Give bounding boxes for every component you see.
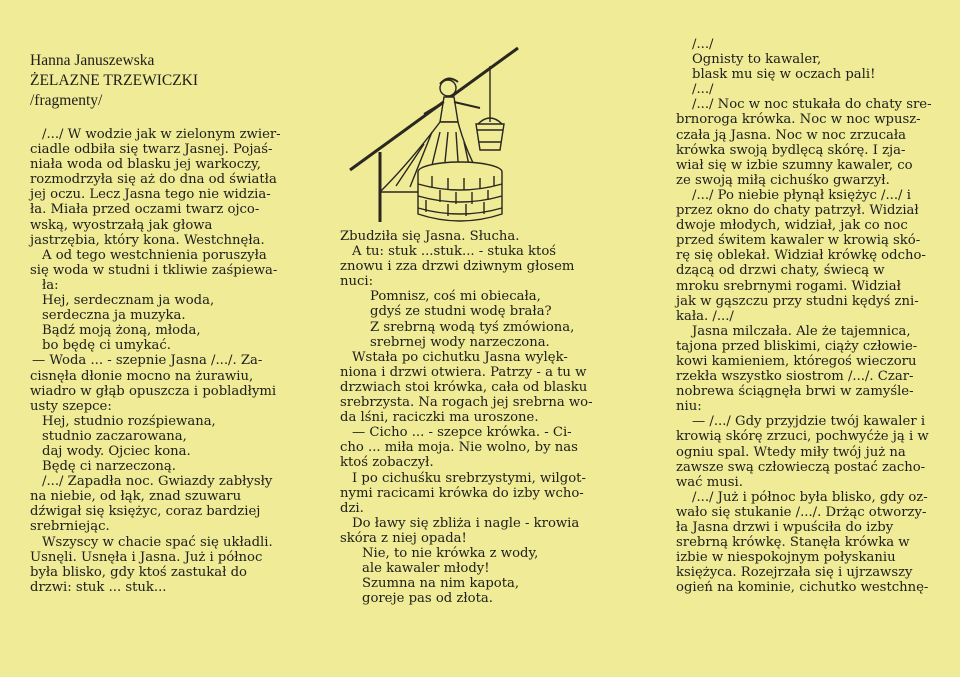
text-line: da lśni, raciczki ma uroszone. <box>340 410 539 426</box>
text-line: wską, wyostrzałą jak głowa <box>30 217 213 233</box>
text-line: drzwi: stuk ... stuk... <box>30 579 167 595</box>
text-line: ogniu spal. Wtedy miły twój już na <box>676 444 906 460</box>
text-line: skóra z niej opada! <box>340 530 467 546</box>
text-line: zawsze swą człowieczą postać zacho- <box>676 459 926 475</box>
verse-line: goreje pas od złota. <box>362 591 493 607</box>
verse-line: bo będę ci umykać. <box>42 338 171 354</box>
well-illustration <box>340 42 530 227</box>
verse-line: serdeczna ja muzyka. <box>42 308 186 324</box>
text-line: dzi. <box>340 500 364 516</box>
verse-line: Będę ci narzeczoną. <box>42 459 176 475</box>
text-line: na niebie, od łąk, znad szuwaru <box>30 489 242 505</box>
text-line: księżyca. Rozejrzała się i ujrzawszy <box>676 565 913 581</box>
text-line: Wszyscy w chacie spać się układli. <box>42 534 273 550</box>
text-line: /.../ W wodzie jak w zielonym zwier- <box>42 127 281 142</box>
text-line: Zbudziła się Jasna. Słucha. <box>340 229 520 244</box>
text-line: niona i drzwi otwiera. Patrzy - a tu w <box>340 364 587 380</box>
text-line: ła: <box>42 277 59 293</box>
text-line: /.../ <box>692 37 714 52</box>
text-line: izbie w niespokojnym połyskaniu <box>676 550 896 566</box>
text-line: krówka swoją bydlęcą skórę. I zja- <box>676 142 906 158</box>
text-line: ktoś zobaczył. <box>340 455 434 471</box>
verse-line: Szumna na nim kapota, <box>362 576 520 592</box>
right-text <box>676 37 932 595</box>
text-line: /.../ Noc w noc stukała do chaty sre- <box>692 97 932 113</box>
text-line: nymi racicami krówka do izby wcho- <box>340 485 584 501</box>
text-line: Wstała po cichutku Jasna wylęk- <box>352 349 568 365</box>
text-line: Jasna milczała. Ale że tajemnica, <box>692 323 911 339</box>
text-line: — Cicho ... - szepce krówka. - Ci- <box>352 425 572 441</box>
text-line: czała ją Jasna. Noc w noc zrzucała <box>676 127 906 143</box>
verse-line: daj wody. Ojciec kona. <box>42 443 191 459</box>
verse-line: Ognisty to kawaler, <box>692 52 822 68</box>
text-line: nuci: <box>340 274 374 290</box>
text-line: ciadle odbiła się twarz Jasnej. Pojaś- <box>30 142 273 158</box>
text-line: rzekła wszystko siostrom /.../. Czar- <box>676 369 914 385</box>
verse-line: gdyś ze studni wodę brała? <box>370 304 552 320</box>
text-line: ze swoją miłą cichuśko gwarzył. <box>676 172 890 188</box>
text-line: cho ... miła moja. Nie wolno, by nas <box>340 440 578 456</box>
text-line: Usnęli. Usnęła i Jasna. Już i północ <box>30 549 263 565</box>
verse-line: Hej, serdecznam ja woda, <box>42 293 215 309</box>
text-line: przed świtem kawaler w krowią skó- <box>676 233 921 249</box>
text-line: wiał się w izbie szumny kawaler, co <box>676 157 913 173</box>
text-line: rozmodrzyła się aż do dna od światła <box>30 172 277 188</box>
story-subtitle: /fragmenty/ <box>30 92 103 109</box>
text-line: jak w gąszczu przy studni kędyś zni- <box>676 293 919 309</box>
text-line: Do ławy się zbliża i nagle - krowia <box>352 515 580 531</box>
text-line: dźwigał się księżyc, coraz bardziej <box>30 504 261 520</box>
bucket <box>476 124 504 150</box>
text-line: A tu: stuk ...stuk... - stuka ktoś <box>352 244 557 260</box>
text-line: ła Jasna drzwi i wpuściła do izby <box>676 520 894 535</box>
text-line: mroku srebrnymi rogami. Widział <box>676 278 901 294</box>
text-line: znowu i zza drzwi dziwnym głosem <box>340 259 575 275</box>
text-line: wać musi. <box>676 474 743 490</box>
text-line: była blisko, gdy ktoś zastukał do <box>30 564 247 580</box>
text-line: — Woda ... - szepnie Jasna /.../. Za- <box>32 353 263 369</box>
story-title: ŻELAZNE TRZEWICZKI <box>30 72 199 89</box>
verse-line: ale kawaler młody! <box>362 561 490 577</box>
text-line: ogień na kominie, cichutko westchnę- <box>676 580 929 596</box>
text-line: wało się stukanie /.../. Drżąc otworzy- <box>676 504 927 520</box>
verse-line: srebrnej wody narzeczona. <box>370 334 550 350</box>
text-line: niała woda od blasku jej warkoczy, <box>30 157 261 173</box>
verse-line: Z srebrną wodą tyś zmówiona, <box>370 319 575 335</box>
text-line: /.../ Już i północ była blisko, gdy oz- <box>692 489 928 505</box>
verse-line: Pomnisz, coś mi obiecała, <box>370 289 541 305</box>
text-line: nobrewa ściągnęła brwi w zamyśle- <box>676 384 914 400</box>
text-line: ła. Miała przed oczami twarz ojco- <box>30 202 260 218</box>
text-line: jej oczu. Lecz Jasna tego nie widzia- <box>30 187 271 203</box>
verse-line: Nie, to nie krówka z wody, <box>362 545 539 561</box>
text-line: się woda w studni i tkliwie zaśpiewa- <box>30 262 278 278</box>
text-line: jastrzębia, który kona. Westchnęła. <box>30 232 265 248</box>
author-name: Hanna Januszewska <box>30 52 155 69</box>
text-line: przez okno do chaty patrzył. Widział <box>676 203 919 219</box>
text-line: A od tego westchnienia poruszyła <box>42 247 267 263</box>
text-line: niu: <box>676 399 702 415</box>
text-line: srebrną krówkę. Stanęła krówka w <box>676 535 910 551</box>
text-line: kowi kamieniem, któregoś wieczoru <box>676 353 917 369</box>
verse-line: blask mu się w oczach pali! <box>692 67 876 83</box>
text-line: brnoroga krówka. Noc w noc wpusz- <box>676 112 921 128</box>
text-line: cisnęła dłonie mocno na żurawiu, <box>30 368 254 384</box>
text-line: kała. /.../ <box>676 308 734 324</box>
text-line: — /.../ Gdy przyjdzie twój kawaler i <box>692 414 926 430</box>
verse-line: Hej, studnio rozśpiewana, <box>42 413 216 429</box>
text-line: rę się oblekał. Widział krówkę odcho- <box>676 248 926 264</box>
text-line: drzwiach stoi krówka, cała od blasku <box>340 379 588 395</box>
text-line: wiadro w głąb opuszcza i pobladłymi <box>30 383 277 399</box>
text-line: /.../ Zapadła noc. Gwiazdy zabłysły <box>42 474 273 490</box>
text-line: srebrzysta. Na rogach jej srebrna wo- <box>340 395 593 411</box>
text-line: usty szepce: <box>30 398 112 414</box>
text-line: srebrniejąc. <box>30 519 110 535</box>
text-line: dzącą od drzwi chaty, świecą w <box>676 263 885 279</box>
left-text <box>30 127 281 595</box>
middle-text <box>340 229 593 606</box>
text-line: tajona przed bliskimi, ciąży człowie- <box>676 338 918 354</box>
text-line: dwoje młodych, widział, jak co noc <box>676 218 908 234</box>
text-line: /.../ Po niebie płynął księżyc /.../ i <box>692 187 911 203</box>
verse-line: Bądź moją żoną, młoda, <box>42 323 201 339</box>
text-line: /.../ <box>692 82 714 98</box>
woman-bodice <box>440 97 458 122</box>
text-line: I po cichuśku srebrzystymi, wilgot- <box>352 470 586 486</box>
verse-line: studnio zaczarowana, <box>42 428 187 444</box>
text-line: krowią skórę zrzuci, pochwyćże ją i w <box>676 429 929 445</box>
